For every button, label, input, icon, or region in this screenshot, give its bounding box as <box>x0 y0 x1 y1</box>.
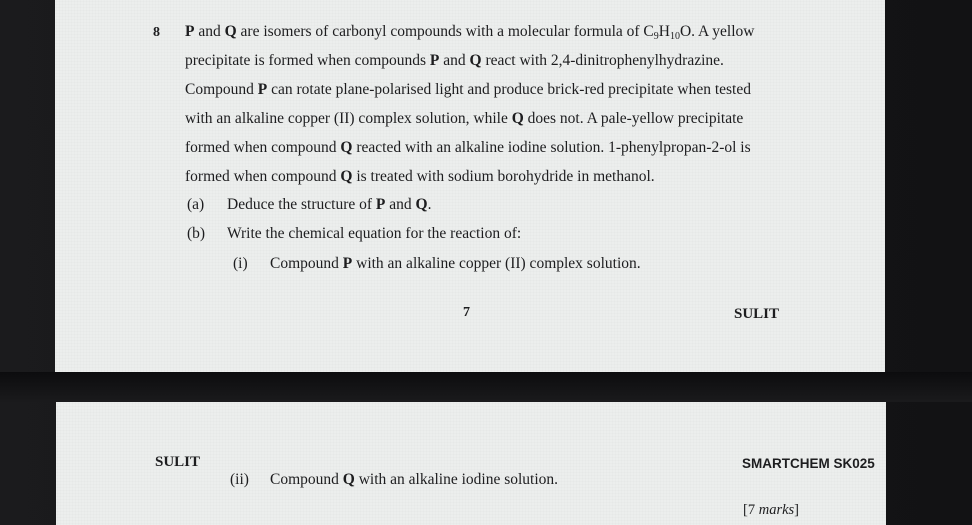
part-b-label: (b) <box>187 225 206 242</box>
header-sulit: SULIT <box>155 454 201 470</box>
question-stem-line-3: Compound P can rotate plane-polarised light and produce brick-red precipitate when tested <box>185 81 751 98</box>
exam-page-top <box>55 0 885 372</box>
part-b-ii-text: Compound Q with an alkaline iodine solution. <box>270 471 559 488</box>
question-stem-line-6: formed when compound Q is treated with sodium borohydride in methanol. <box>185 168 655 185</box>
page-gap-shadow <box>0 372 972 402</box>
part-b-i-label: (i) <box>233 255 248 272</box>
part-b-ii-label: (ii) <box>230 471 249 488</box>
page-number: 7 <box>463 305 470 320</box>
footer-sulit: SULIT <box>734 306 780 322</box>
header-course-code: SMARTCHEM SK025 <box>742 456 875 471</box>
part-b-text: Write the chemical equation for the reaction of: <box>227 225 522 242</box>
question-stem-line-5: formed when compound Q reacted with an alkaline iodine solution. 1-phenylpropan-2-ol is <box>185 139 751 156</box>
question-number: 8 <box>153 25 160 40</box>
marks-allocation: [7 marks] <box>743 502 800 518</box>
exam-page-bottom <box>56 402 886 525</box>
part-a-text: Deduce the structure of P and Q. <box>227 196 432 213</box>
question-stem-line-1: P and Q are isomers of carbonyl compounds with a molecular formula of $C_9H_{10}O$. A yellow <box>185 23 755 42</box>
part-b-i-text: Compound P with an alkaline copper (II) complex solution. <box>270 255 641 272</box>
part-a-label: (a) <box>187 196 205 213</box>
question-stem-line-4: with an alkaline copper (II) complex solution, while Q does not. A pale-yellow precipitate <box>185 110 744 127</box>
question-stem-line-2: precipitate is formed when compounds P and Q react with 2,4-dinitrophenylhydrazine. <box>185 52 724 69</box>
